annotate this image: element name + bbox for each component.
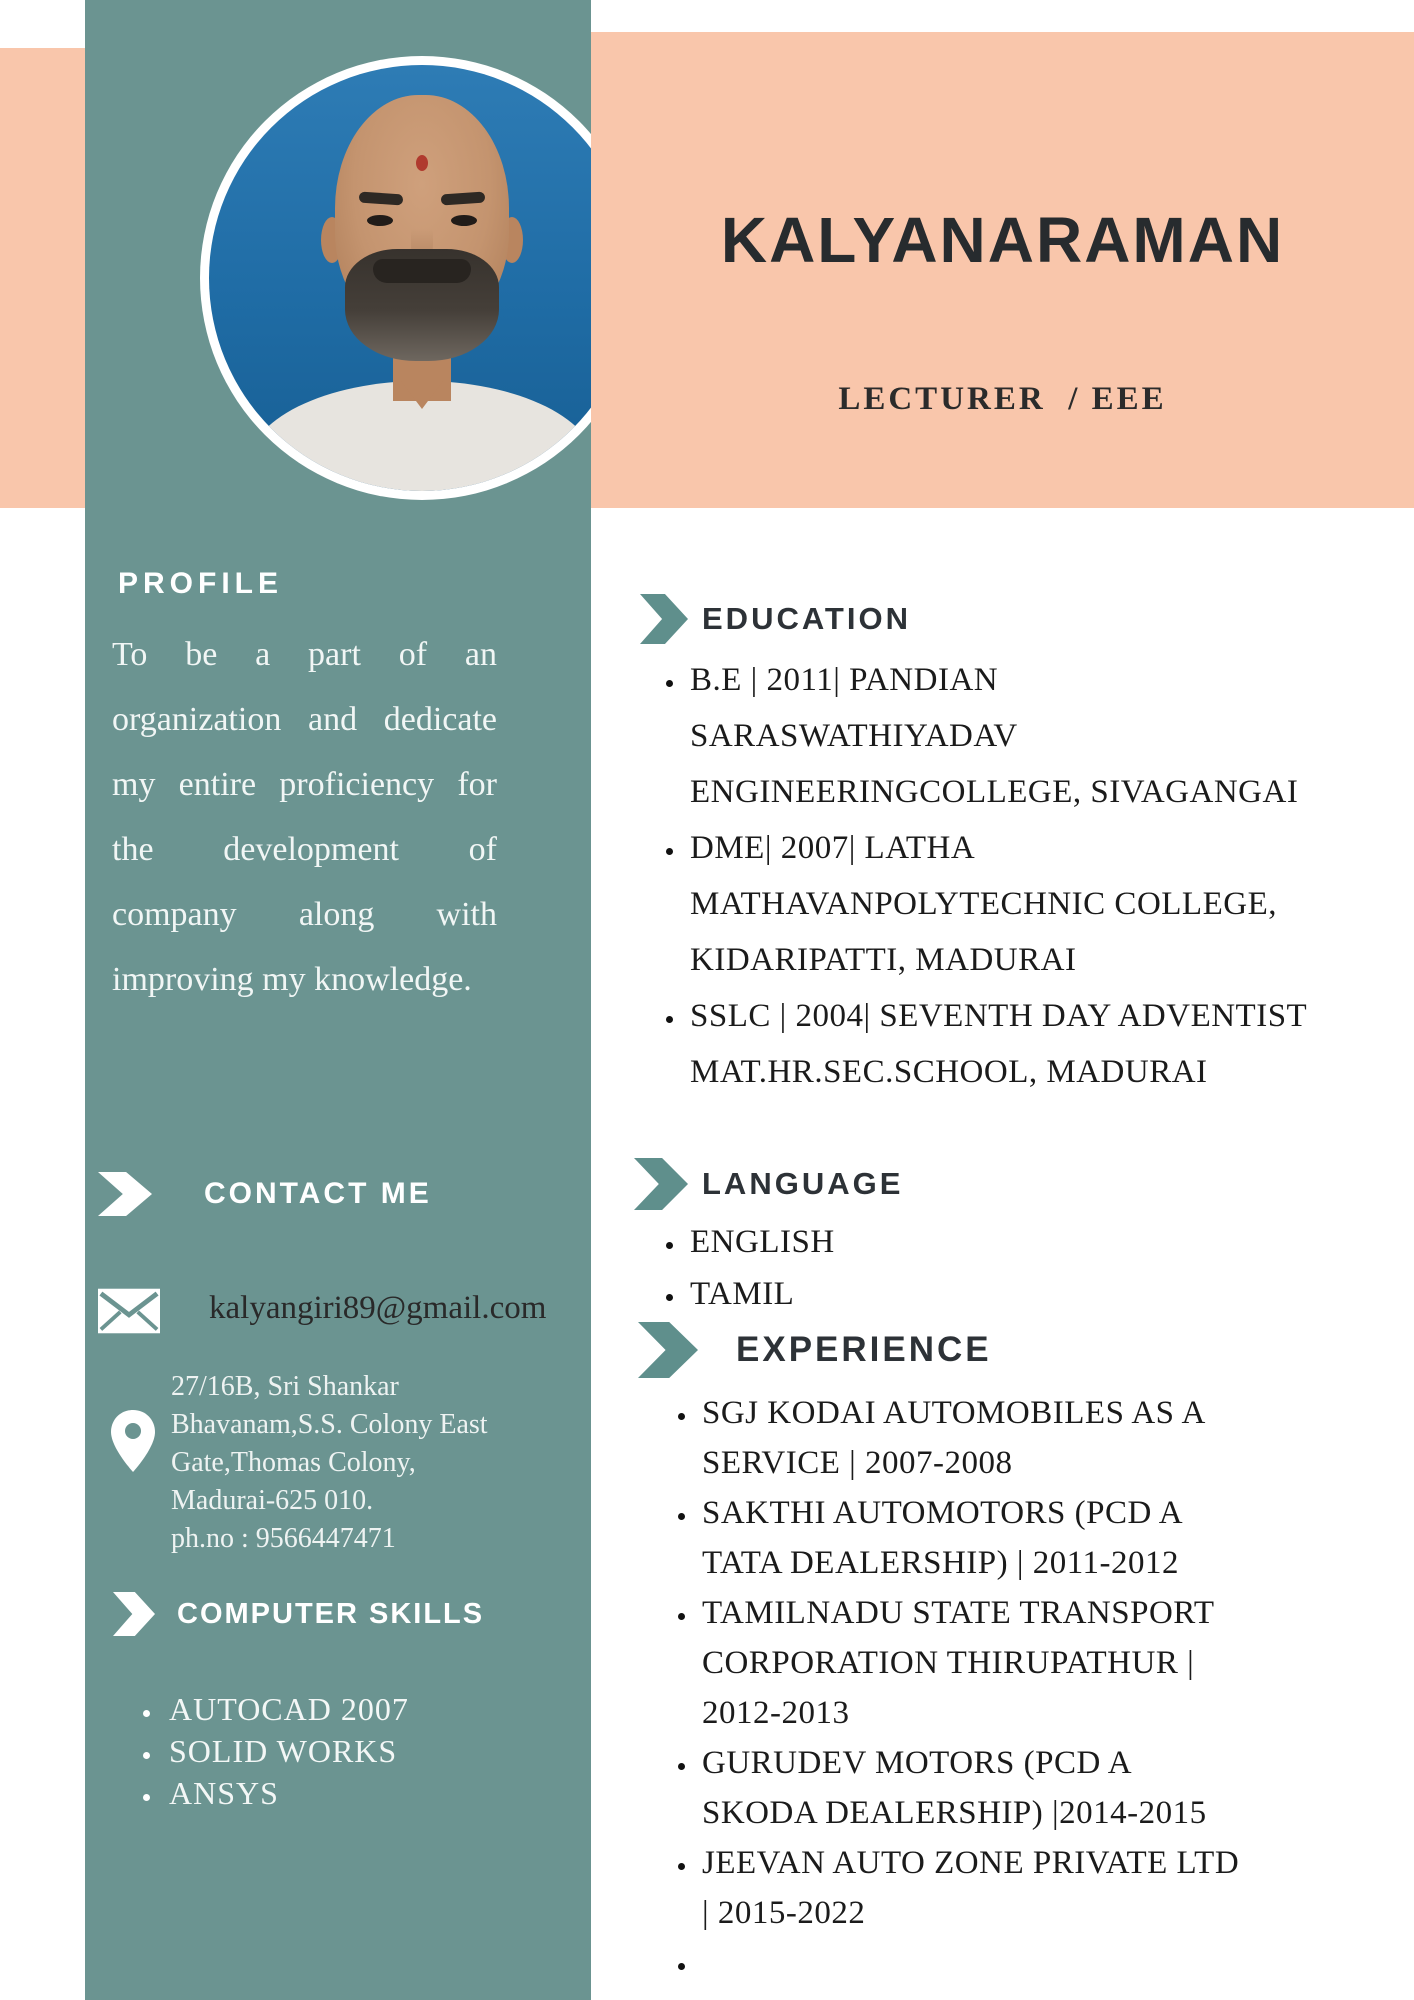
address-line: 27/16B, Sri Shankar bbox=[171, 1371, 399, 1402]
address-line: Gate,Thomas Colony, bbox=[171, 1447, 416, 1478]
language-item: • TAMIL bbox=[686, 1268, 1186, 1320]
skills-section-heading: COMPUTER SKILLS bbox=[177, 1597, 485, 1630]
skill-item: • SOLID WORKS bbox=[163, 1730, 409, 1772]
person-name: KALYANARAMAN bbox=[720, 204, 1285, 276]
experience-section-heading-row bbox=[638, 1322, 992, 1378]
experience-list bbox=[662, 1388, 1253, 1988]
address-row bbox=[95, 1368, 488, 1558]
chevron-right-icon bbox=[640, 594, 688, 644]
skills-list bbox=[135, 1688, 409, 1814]
experience-item: • SAKTHI AUTOMOTORS (PCD A TATA DEALERSHIP) | 2011-2012 bbox=[698, 1488, 1253, 1588]
contact-section-heading: CONTACT ME bbox=[204, 1177, 432, 1210]
language-section-heading-row bbox=[634, 1158, 903, 1210]
contact-section-heading-row bbox=[98, 1172, 432, 1216]
address-text bbox=[171, 1368, 488, 1558]
experience-item: • GURUDEV MOTORS (PCD A SKODA DEALERSHIP) |2014-2015 bbox=[698, 1738, 1253, 1838]
chevron-right-icon bbox=[113, 1592, 155, 1636]
chevron-right-icon bbox=[638, 1322, 698, 1378]
experience-item: • SGJ KODAI AUTOMOBILES AS A SERVICE | 2007-2008 bbox=[698, 1388, 1253, 1488]
education-item: • SSLC | 2004| SEVENTH DAY ADVENTIST MAT.HR.SEC.SCHOOL, MADURAI bbox=[686, 988, 1331, 1100]
address-line: Bhavanam,S.S. Colony East bbox=[171, 1409, 488, 1440]
person-title: LECTURER / EEE bbox=[838, 380, 1167, 417]
profile-photo bbox=[200, 56, 644, 500]
experience-section-heading: EXPERIENCE bbox=[736, 1330, 992, 1369]
chevron-right-icon bbox=[98, 1172, 152, 1216]
experience-item: • TAMILNADU STATE TRANSPORT CORPORATION THIRUPATHUR | 2012-2013 bbox=[698, 1588, 1253, 1738]
language-section-heading: LANGUAGE bbox=[702, 1166, 904, 1201]
skill-item: • ANSYS bbox=[163, 1772, 409, 1814]
left-accent-strip bbox=[0, 48, 85, 508]
email-address[interactable]: kalyangiri89@gmail.com bbox=[209, 1290, 547, 1326]
sidebar bbox=[85, 0, 591, 2000]
education-section-heading-row bbox=[640, 594, 911, 644]
address-line: ph.no : 9566447471 bbox=[171, 1523, 396, 1554]
profile-section-heading: PROFILE bbox=[118, 566, 284, 600]
education-item: • DME| 2007| LATHA MATHAVANPOLYTECHNIC COLLEGE, KIDARIPATTI, MADURAI bbox=[686, 820, 1331, 988]
chevron-right-icon bbox=[634, 1158, 688, 1210]
experience-item: • JEEVAN AUTO ZONE PRIVATE LTD | 2015-2022 bbox=[698, 1838, 1253, 1938]
email-row bbox=[98, 1288, 546, 1334]
education-section-heading: EDUCATION bbox=[702, 601, 911, 636]
address-line: Madurai-625 010. bbox=[171, 1485, 374, 1516]
header-band bbox=[591, 32, 1414, 508]
skill-item: • AUTOCAD 2007 bbox=[163, 1688, 409, 1730]
profile-text: To be a part of an organization and dedicate my entire proficiency for the development of company along with improving my knowledge. bbox=[112, 636, 497, 998]
education-item: • B.E | 2011| PANDIAN SARASWATHIYADAV ENGINEERINGCOLLEGE, SIVAGANGAI bbox=[686, 652, 1331, 820]
language-list bbox=[650, 1216, 1186, 1320]
education-list bbox=[650, 652, 1331, 1100]
location-pin-icon bbox=[111, 1410, 155, 1472]
language-item: • ENGLISH bbox=[686, 1216, 1186, 1268]
experience-item bbox=[698, 1938, 1253, 1988]
profile-photo-image bbox=[209, 65, 635, 491]
email-icon bbox=[98, 1288, 160, 1334]
skills-section-heading-row bbox=[113, 1592, 484, 1636]
